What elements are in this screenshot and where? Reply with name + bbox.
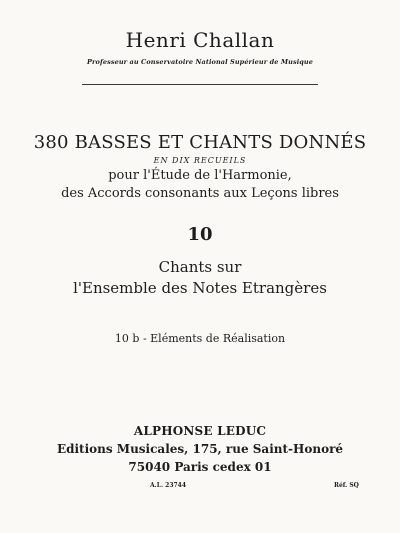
- publisher-address-line2: 75040 Paris cedex 01: [128, 460, 272, 474]
- reference-code: Réf. SQ: [334, 482, 359, 489]
- volume-part: 10 b - Eléments de Réalisation: [114, 332, 286, 345]
- work-description-line1: pour l'Étude de l'Harmonie,: [108, 168, 292, 183]
- volume-title-line1: Chants sur: [158, 258, 242, 276]
- volume-number: 10: [187, 224, 213, 245]
- publisher-name: ALPHONSE LEDUC: [133, 424, 267, 438]
- publisher-address-line1: Editions Musicales, 175, rue Saint-Honoré: [56, 442, 344, 456]
- work-title: 380 BASSES ET CHANTS DONNÉS: [33, 132, 367, 153]
- work-description-line2: des Accords consonants aux Leçons libres: [61, 186, 339, 201]
- author-subtitle: Professeur au Conservatoire National Supérieur de Musique: [87, 58, 313, 66]
- author-name: Henri Challan: [125, 28, 275, 52]
- volume-title-line2: l'Ensemble des Notes Etrangères: [73, 279, 327, 297]
- top-divider: [82, 84, 318, 85]
- catalog-number: A.L. 23744: [150, 482, 187, 489]
- work-subtitle: EN DIX RECUEILS: [153, 156, 247, 165]
